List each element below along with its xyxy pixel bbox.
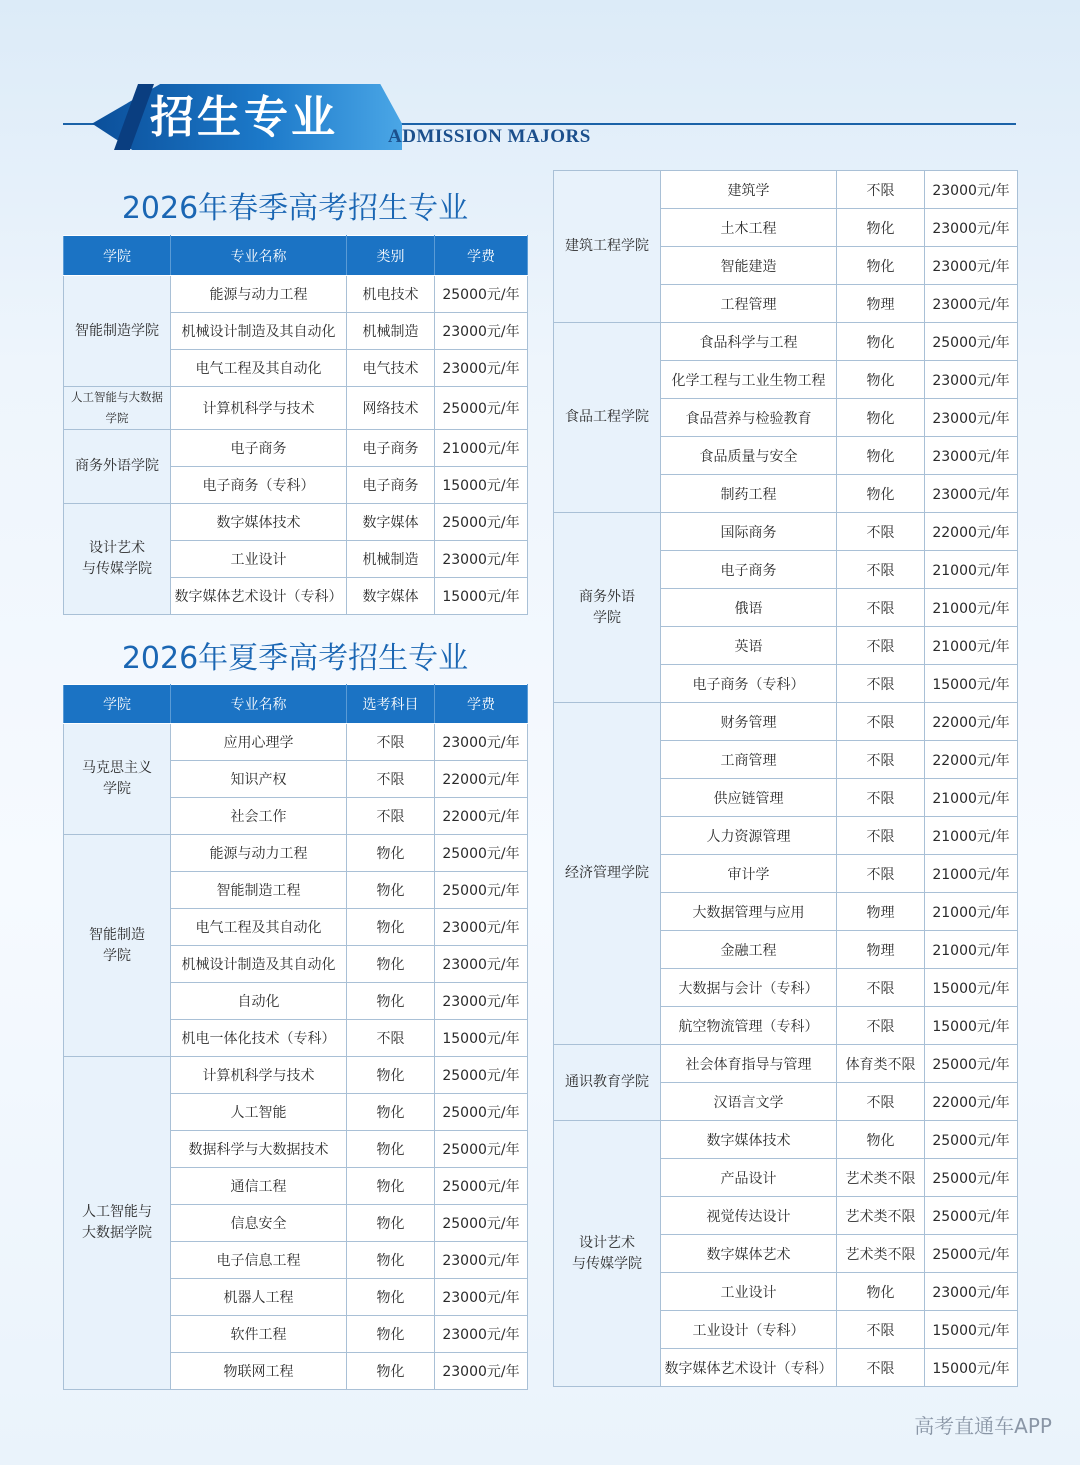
- tuition-cell: 15000元/年: [925, 1007, 1018, 1045]
- major-name-cell: 土木工程: [661, 209, 837, 247]
- category-cell: 物化: [837, 399, 925, 437]
- major-name-cell: 食品科学与工程: [661, 323, 837, 361]
- category-cell: 物理: [837, 893, 925, 931]
- table-row: [64, 724, 528, 761]
- tuition-cell: 23000元/年: [925, 285, 1018, 323]
- major-name-cell: 电子商务（专科）: [171, 467, 347, 504]
- major-name-cell: 信息安全: [171, 1205, 347, 1242]
- major-name-cell: 电气工程及其自动化: [171, 350, 347, 387]
- major-name-cell: 大数据管理与应用: [661, 893, 837, 931]
- tuition-cell: 23000元/年: [435, 1279, 528, 1316]
- category-cell: 物化: [837, 323, 925, 361]
- college-cell: 设计艺术 与传媒学院: [64, 504, 171, 615]
- watermark: 高考直通车APP: [914, 1414, 1052, 1438]
- college-cell: 设计艺术 与传媒学院: [554, 1121, 661, 1387]
- column-header: 学院: [64, 236, 171, 276]
- tuition-cell: 23000元/年: [925, 209, 1018, 247]
- tuition-cell: 23000元/年: [925, 361, 1018, 399]
- tuition-cell: 25000元/年: [925, 1197, 1018, 1235]
- major-name-cell: 供应链管理: [661, 779, 837, 817]
- tuition-cell: 23000元/年: [925, 247, 1018, 285]
- tuition-cell: 21000元/年: [925, 893, 1018, 931]
- tuition-cell: 23000元/年: [925, 399, 1018, 437]
- category-cell: 艺术类不限: [837, 1197, 925, 1235]
- category-cell: 不限: [837, 817, 925, 855]
- category-cell: 物化: [837, 475, 925, 513]
- tuition-cell: 15000元/年: [925, 665, 1018, 703]
- tuition-cell: 23000元/年: [435, 983, 528, 1020]
- tuition-cell: 23000元/年: [435, 909, 528, 946]
- table-header-row: [64, 685, 528, 724]
- category-cell: 电气技术: [347, 350, 435, 387]
- tuition-cell: 21000元/年: [925, 551, 1018, 589]
- category-cell: 物化: [347, 909, 435, 946]
- tuition-cell: 23000元/年: [435, 946, 528, 983]
- tuition-cell: 15000元/年: [925, 1349, 1018, 1387]
- major-name-cell: 知识产权: [171, 761, 347, 798]
- page-title: 招生专业: [150, 92, 338, 143]
- category-cell: 不限: [837, 703, 925, 741]
- category-cell: 不限: [837, 171, 925, 209]
- summer-section-title: 2026年夏季高考招生专业: [121, 641, 469, 676]
- category-cell: 物化: [837, 209, 925, 247]
- spring-section-title: 2026年春季高考招生专业: [121, 191, 469, 226]
- major-name-cell: 应用心理学: [171, 724, 347, 761]
- major-name-cell: 大数据与会计（专科）: [661, 969, 837, 1007]
- category-cell: 电子商务: [347, 430, 435, 467]
- table-header-row: [64, 236, 528, 276]
- tuition-cell: 25000元/年: [925, 1045, 1018, 1083]
- tuition-cell: 23000元/年: [435, 1242, 528, 1279]
- major-name-cell: 数字媒体艺术设计（专科）: [661, 1349, 837, 1387]
- tuition-cell: 23000元/年: [925, 1273, 1018, 1311]
- tuition-cell: 25000元/年: [435, 1131, 528, 1168]
- major-name-cell: 工程管理: [661, 285, 837, 323]
- category-cell: 物化: [837, 1273, 925, 1311]
- spring-majors-table: [63, 235, 528, 615]
- major-name-cell: 机电一体化技术（专科）: [171, 1020, 347, 1057]
- college-cell: 马克思主义 学院: [64, 724, 171, 835]
- category-cell: 物理: [837, 285, 925, 323]
- category-cell: 艺术类不限: [837, 1235, 925, 1273]
- major-name-cell: 机器人工程: [171, 1279, 347, 1316]
- category-cell: 不限: [837, 1083, 925, 1121]
- tuition-cell: 25000元/年: [925, 1159, 1018, 1197]
- major-name-cell: 软件工程: [171, 1316, 347, 1353]
- category-cell: 物化: [837, 437, 925, 475]
- tuition-cell: 15000元/年: [435, 1020, 528, 1057]
- major-name-cell: 人力资源管理: [661, 817, 837, 855]
- major-name-cell: 工业设计（专科）: [661, 1311, 837, 1349]
- tuition-cell: 21000元/年: [925, 589, 1018, 627]
- major-name-cell: 建筑学: [661, 171, 837, 209]
- major-name-cell: 计算机科学与技术: [171, 387, 347, 430]
- category-cell: 不限: [837, 627, 925, 665]
- category-cell: 不限: [837, 779, 925, 817]
- tuition-cell: 23000元/年: [435, 313, 528, 350]
- tuition-cell: 22000元/年: [435, 761, 528, 798]
- tuition-cell: 22000元/年: [925, 741, 1018, 779]
- tuition-cell: 25000元/年: [435, 1057, 528, 1094]
- table-row: [64, 504, 528, 541]
- category-cell: 机械制造: [347, 313, 435, 350]
- category-cell: 物化: [837, 247, 925, 285]
- category-cell: 不限: [837, 551, 925, 589]
- table-row: [554, 1045, 1018, 1083]
- major-name-cell: 机械设计制造及其自动化: [171, 946, 347, 983]
- tuition-cell: 25000元/年: [925, 1235, 1018, 1273]
- tuition-cell: 21000元/年: [925, 855, 1018, 893]
- tuition-cell: 25000元/年: [435, 872, 528, 909]
- major-name-cell: 能源与动力工程: [171, 835, 347, 872]
- category-cell: 电子商务: [347, 467, 435, 504]
- major-name-cell: 数字媒体技术: [661, 1121, 837, 1159]
- college-cell: 人工智能与 大数据学院: [64, 1057, 171, 1390]
- category-cell: 数字媒体: [347, 578, 435, 615]
- tuition-cell: 25000元/年: [435, 1094, 528, 1131]
- major-name-cell: 数字媒体技术: [171, 504, 347, 541]
- major-name-cell: 财务管理: [661, 703, 837, 741]
- college-cell: 通识教育学院: [554, 1045, 661, 1121]
- tuition-cell: 21000元/年: [925, 779, 1018, 817]
- major-name-cell: 自动化: [171, 983, 347, 1020]
- category-cell: 物化: [347, 983, 435, 1020]
- major-name-cell: 社会体育指导与管理: [661, 1045, 837, 1083]
- major-name-cell: 航空物流管理（专科）: [661, 1007, 837, 1045]
- major-name-cell: 社会工作: [171, 798, 347, 835]
- tuition-cell: 15000元/年: [435, 467, 528, 504]
- major-name-cell: 审计学: [661, 855, 837, 893]
- column-header: 专业名称: [171, 685, 347, 724]
- column-header: 专业名称: [171, 236, 347, 276]
- tuition-cell: 21000元/年: [925, 627, 1018, 665]
- category-cell: 物化: [347, 1094, 435, 1131]
- major-name-cell: 工业设计: [171, 541, 347, 578]
- category-cell: 物化: [347, 1242, 435, 1279]
- category-cell: 不限: [347, 798, 435, 835]
- tuition-cell: 23000元/年: [435, 541, 528, 578]
- category-cell: 机械制造: [347, 541, 435, 578]
- category-cell: 不限: [837, 1311, 925, 1349]
- tuition-cell: 23000元/年: [435, 1316, 528, 1353]
- major-name-cell: 人工智能: [171, 1094, 347, 1131]
- major-name-cell: 英语: [661, 627, 837, 665]
- tuition-cell: 25000元/年: [435, 276, 528, 313]
- college-cell: 商务外语学院: [64, 430, 171, 504]
- major-name-cell: 电气工程及其自动化: [171, 909, 347, 946]
- category-cell: 不限: [837, 741, 925, 779]
- major-name-cell: 数据科学与大数据技术: [171, 1131, 347, 1168]
- major-name-cell: 国际商务: [661, 513, 837, 551]
- category-cell: 物化: [347, 1316, 435, 1353]
- category-cell: 物化: [347, 835, 435, 872]
- major-name-cell: 化学工程与工业生物工程: [661, 361, 837, 399]
- summer-majors-table-continued: [553, 170, 1018, 1387]
- college-cell: 智能制造 学院: [64, 835, 171, 1057]
- major-name-cell: 产品设计: [661, 1159, 837, 1197]
- tuition-cell: 25000元/年: [435, 1168, 528, 1205]
- college-cell: 食品工程学院: [554, 323, 661, 513]
- tuition-cell: 15000元/年: [925, 1311, 1018, 1349]
- college-cell: 建筑工程学院: [554, 171, 661, 323]
- major-name-cell: 电子商务: [171, 430, 347, 467]
- tuition-cell: 22000元/年: [925, 703, 1018, 741]
- category-cell: 物化: [837, 1121, 925, 1159]
- tuition-cell: 25000元/年: [925, 1121, 1018, 1159]
- major-name-cell: 通信工程: [171, 1168, 347, 1205]
- major-name-cell: 电子信息工程: [171, 1242, 347, 1279]
- tuition-cell: 21000元/年: [435, 430, 528, 467]
- tuition-cell: 15000元/年: [435, 578, 528, 615]
- category-cell: 物化: [347, 1131, 435, 1168]
- category-cell: 不限: [347, 724, 435, 761]
- tuition-cell: 21000元/年: [925, 817, 1018, 855]
- category-cell: 数字媒体: [347, 504, 435, 541]
- category-cell: 不限: [837, 513, 925, 551]
- tuition-cell: 25000元/年: [435, 835, 528, 872]
- major-name-cell: 机械设计制造及其自动化: [171, 313, 347, 350]
- major-name-cell: 工商管理: [661, 741, 837, 779]
- tuition-cell: 25000元/年: [925, 323, 1018, 361]
- college-cell: 商务外语 学院: [554, 513, 661, 703]
- table-row: [64, 1057, 528, 1094]
- column-header: 学费: [435, 236, 528, 276]
- category-cell: 不限: [347, 761, 435, 798]
- table-row: [64, 387, 528, 430]
- major-name-cell: 食品质量与安全: [661, 437, 837, 475]
- college-cell: 智能制造学院: [64, 276, 171, 387]
- page-subtitle: ADMISSION MAJORS: [388, 126, 591, 147]
- table-row: [554, 703, 1018, 741]
- category-cell: 物化: [347, 1205, 435, 1242]
- column-header: 类别: [347, 236, 435, 276]
- column-header: 选考科目: [347, 685, 435, 724]
- tuition-cell: 23000元/年: [435, 1353, 528, 1390]
- category-cell: 不限: [837, 855, 925, 893]
- category-cell: 不限: [837, 969, 925, 1007]
- category-cell: 网络技术: [347, 387, 435, 430]
- table-row: [554, 513, 1018, 551]
- major-name-cell: 汉语言文学: [661, 1083, 837, 1121]
- major-name-cell: 俄语: [661, 589, 837, 627]
- category-cell: 物化: [347, 872, 435, 909]
- category-cell: 艺术类不限: [837, 1159, 925, 1197]
- table-row: [64, 835, 528, 872]
- major-name-cell: 计算机科学与技术: [171, 1057, 347, 1094]
- major-name-cell: 工业设计: [661, 1273, 837, 1311]
- tuition-cell: 22000元/年: [925, 1083, 1018, 1121]
- tuition-cell: 25000元/年: [435, 387, 528, 430]
- tuition-cell: 23000元/年: [435, 350, 528, 387]
- major-name-cell: 视觉传达设计: [661, 1197, 837, 1235]
- tuition-cell: 21000元/年: [925, 931, 1018, 969]
- major-name-cell: 能源与动力工程: [171, 276, 347, 313]
- table-row: [64, 430, 528, 467]
- column-header: 学费: [435, 685, 528, 724]
- category-cell: 不限: [837, 589, 925, 627]
- category-cell: 物化: [347, 1353, 435, 1390]
- category-cell: 物化: [347, 1168, 435, 1205]
- tuition-cell: 15000元/年: [925, 969, 1018, 1007]
- major-name-cell: 智能制造工程: [171, 872, 347, 909]
- major-name-cell: 电子商务: [661, 551, 837, 589]
- major-name-cell: 物联网工程: [171, 1353, 347, 1390]
- table-row: [554, 323, 1018, 361]
- college-cell: 人工智能与大数据学院: [64, 387, 171, 430]
- category-cell: 不限: [837, 665, 925, 703]
- category-cell: 不限: [347, 1020, 435, 1057]
- tuition-cell: 23000元/年: [435, 724, 528, 761]
- tuition-cell: 22000元/年: [925, 513, 1018, 551]
- category-cell: 物化: [347, 1057, 435, 1094]
- summer-majors-table: [63, 684, 528, 1390]
- page-header: [0, 0, 1080, 160]
- table-row: [554, 171, 1018, 209]
- major-name-cell: 电子商务（专科）: [661, 665, 837, 703]
- major-name-cell: 制药工程: [661, 475, 837, 513]
- major-name-cell: 金融工程: [661, 931, 837, 969]
- category-cell: 不限: [837, 1007, 925, 1045]
- table-row: [64, 276, 528, 313]
- tuition-cell: 23000元/年: [925, 475, 1018, 513]
- category-cell: 机电技术: [347, 276, 435, 313]
- major-name-cell: 数字媒体艺术设计（专科）: [171, 578, 347, 615]
- tuition-cell: 25000元/年: [435, 1205, 528, 1242]
- major-name-cell: 食品营养与检验教育: [661, 399, 837, 437]
- major-name-cell: 智能建造: [661, 247, 837, 285]
- category-cell: 物化: [837, 361, 925, 399]
- category-cell: 物化: [347, 1279, 435, 1316]
- tuition-cell: 23000元/年: [925, 171, 1018, 209]
- category-cell: 不限: [837, 1349, 925, 1387]
- college-cell: 经济管理学院: [554, 703, 661, 1045]
- tuition-cell: 23000元/年: [925, 437, 1018, 475]
- table-row: [554, 1121, 1018, 1159]
- major-name-cell: 数字媒体艺术: [661, 1235, 837, 1273]
- category-cell: 物化: [347, 946, 435, 983]
- tuition-cell: 25000元/年: [435, 504, 528, 541]
- category-cell: 体育类不限: [837, 1045, 925, 1083]
- category-cell: 物理: [837, 931, 925, 969]
- tuition-cell: 22000元/年: [435, 798, 528, 835]
- column-header: 学院: [64, 685, 171, 724]
